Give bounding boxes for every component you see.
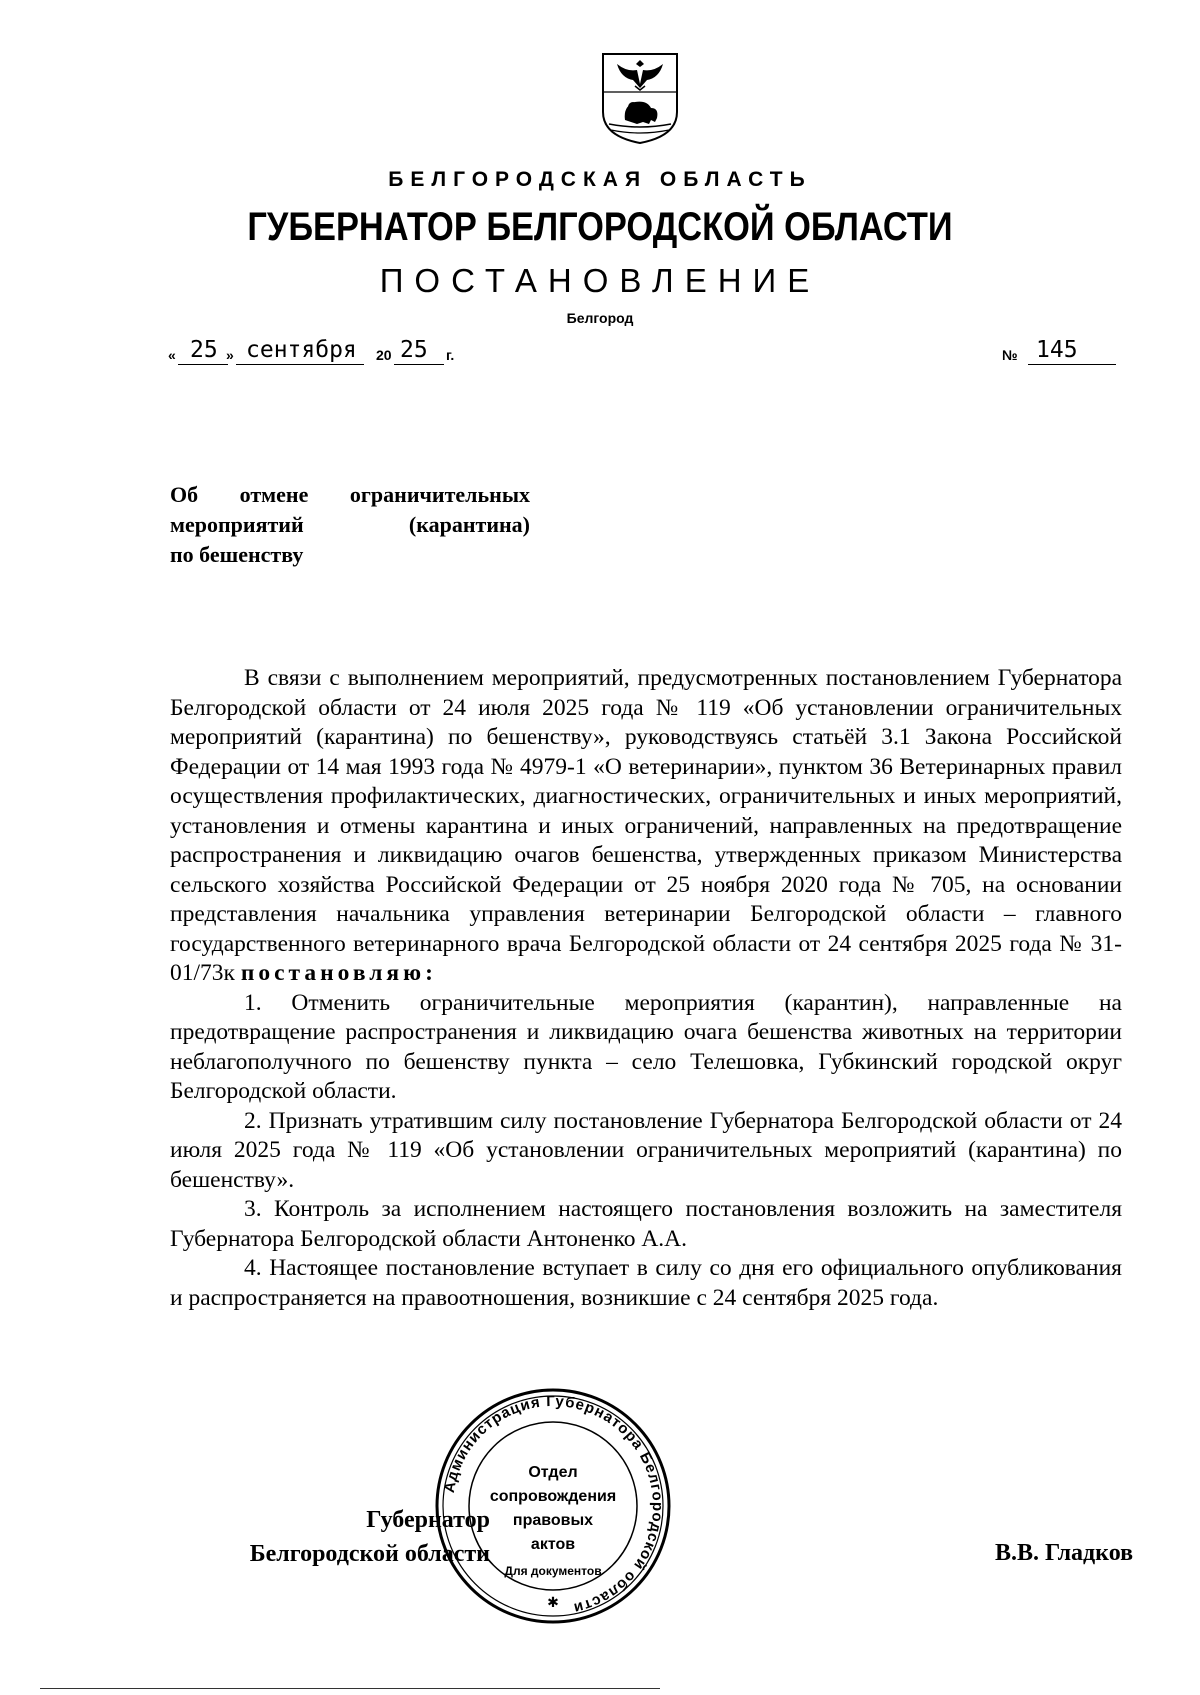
body-item-3: 3. Контроль за исполнением настоящего постановления возложить на заместителя Губернатора Белгородской области Антоненко А.А. [170, 1196, 1122, 1252]
stamp-center-line: актов [530, 1536, 576, 1553]
date-open-quote: « [168, 347, 176, 363]
authority-heading: ГУБЕРНАТОР БЕЛГОРОДСКОЙ ОБЛАСТИ [247, 205, 953, 249]
body-item-4: 4. Настоящее постановление вступает в силу со дня его официального опубликования и распространяется на правоотношения, возникшие с 24 сентября 2025 года. [170, 1255, 1122, 1311]
date-line [168, 335, 498, 365]
title-line: Об отмене ограничительных [170, 482, 530, 507]
decree-word: постановляю: [240, 960, 437, 986]
date-day: 25 [190, 337, 218, 363]
title-line: по бешенству [170, 542, 304, 567]
document-body [170, 664, 1122, 1313]
signatory-title-line1: Губернатор [366, 1507, 490, 1533]
number-label: № [1002, 347, 1018, 363]
title-line: мероприятий (карантина) [170, 512, 530, 537]
date-year-mark: г. [446, 347, 455, 363]
region-heading: БЕЛГОРОДСКАЯ ОБЛАСТЬ [388, 168, 812, 191]
signatory-title-line2: Белгородской области [249, 1541, 490, 1567]
city-label: Белгород [566, 310, 634, 326]
date-year-prefix: 20 [376, 347, 392, 363]
svg-text:✱: ✱ [547, 1596, 559, 1611]
document-title [170, 480, 530, 570]
stamp-bottom-text: Для документов [504, 1564, 602, 1578]
stamp-outer-text: Администрация Губернатора Белгородской области [440, 1392, 667, 1617]
date-month: сентября [246, 337, 357, 363]
signatory-name: В.В. Гладков [995, 1540, 1134, 1566]
document-number [1002, 335, 1117, 365]
stamp-center-line: Отдел [528, 1464, 578, 1481]
stamp-center-line: сопровождения [489, 1488, 617, 1505]
official-stamp [432, 1385, 674, 1627]
bottom-rule [40, 1688, 660, 1689]
number-value: 145 [1036, 337, 1078, 363]
stamp-center-line: правовых [512, 1512, 594, 1529]
body-intro-paragraph [170, 664, 1122, 989]
date-year-suffix: 25 [400, 337, 428, 363]
intro-text: В связи с выполнением мероприятий, предусмотренных постановлением Губернатора Белгородской области от 24 июля 2025 года № 119 «Об установлении ограничительных мероприятий (карантина) по бешенству», руководствуясь статьёй 3.1 Закона Российской Федерации от 14 мая 1993 года № 4979-1 «О ветеринарии», пунктом 36 Ветеринарных правил осуществления профилактических, диагностических, ограничительных и иных мероприятий, установления и отмены карантина и иных ограничений, направленных на предотвращение распространения и ликвидацию очагов бешенства, утвержденных приказом Министерства сельского хозяйства Российской Федерации от 25 ноября 2020 года № 705, на основании представления начальника управления ветеринарии Белгородской области – главного государственного ветеринарного врача Белгородской области от 24 сентября 2025 года № 31-01/73к [170, 665, 1122, 986]
body-item-1: 1. Отменить ограничительные мероприятия (карантин), направленные на предотвращение распространения и ликвидацию очага бешенства животных на территории неблагополучного по бешенству пункта – село Телешовка, Губкинский городской округ Белгородской области. [170, 989, 1122, 1104]
date-close-quote: » [226, 347, 234, 363]
coat-of-arms-emblem [597, 50, 683, 146]
document-type-heading: ПОСТАНОВЛЕНИЕ [379, 262, 821, 299]
body-item-2: 2. Признать утратившим силу постановление Губернатора Белгородской области от 24 июля 2025 года № 119 «Об установлении ограничительных мероприятий (карантина) по бешенству». [170, 1107, 1122, 1193]
